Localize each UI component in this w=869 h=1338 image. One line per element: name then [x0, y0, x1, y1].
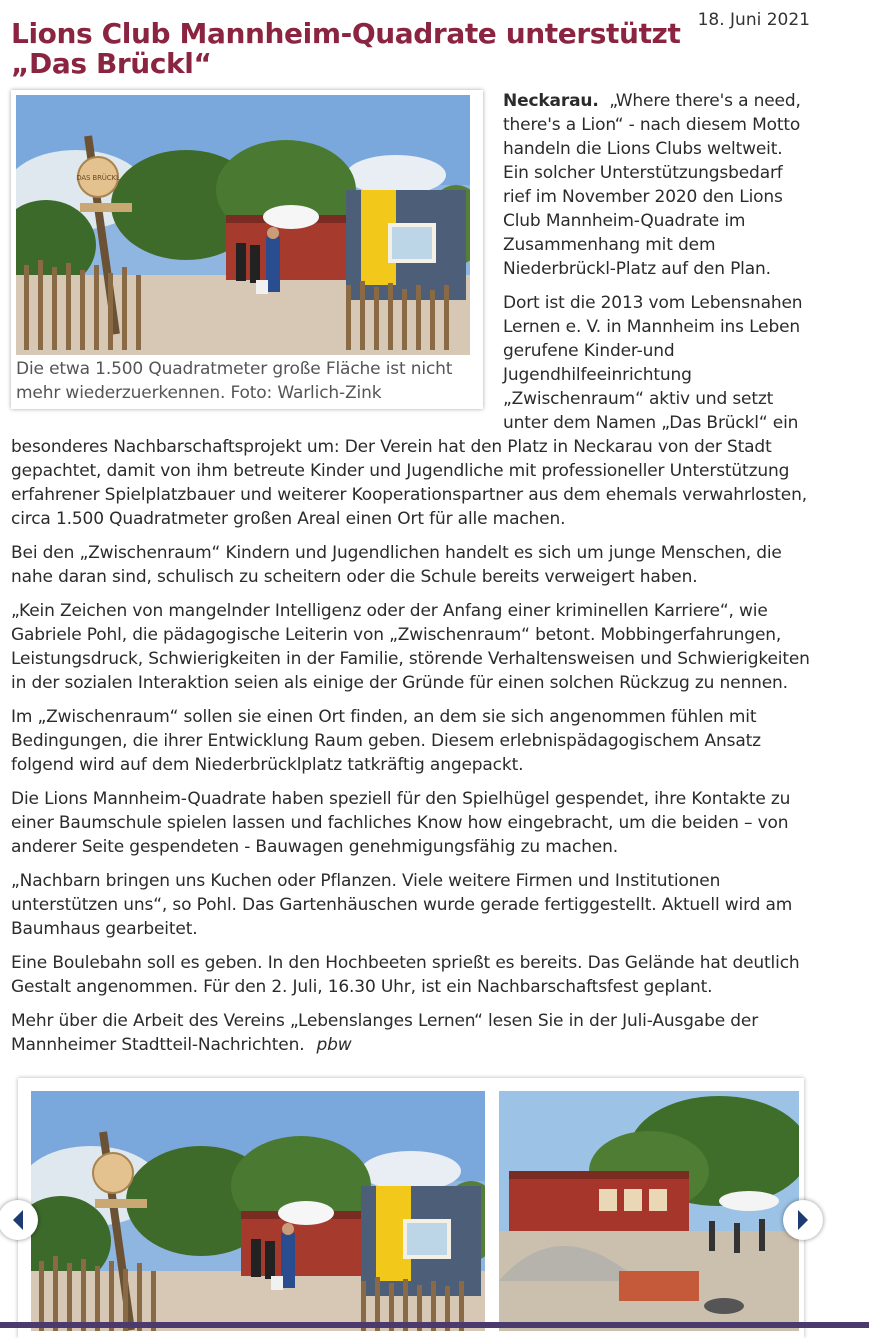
paragraph-text: Mehr über die Arbeit des Vereins „Lebenslanges Lernen“ lesen Sie in der Juli-Ausgabe der Mannheimer Stadtteil-Nachrichten.	[11, 1011, 759, 1055]
chevron-left-icon	[10, 1209, 26, 1231]
article-body	[11, 89, 811, 1067]
gallery-slide-1[interactable]	[31, 1091, 485, 1331]
chevron-right-icon	[795, 1209, 811, 1231]
image-gallery	[18, 1078, 804, 1338]
paragraph-7: „Nachbarn bringen uns Kuchen oder Pflanzen. Viele weitere Firmen und Institutionen unterstützen uns“, so Pohl. Das Gartenhäuschen wurde gerade fertiggestellt. Aktuell wird am Baumhaus gearbeitet.	[11, 871, 793, 939]
paragraph-3: Bei den „Zwischenraum“ Kindern und Jugendlichen handelt es sich um junge Menschen, die nahe daran sind, schulisch zu scheitern oder die Schule bereits verweigert haben.	[11, 543, 782, 587]
gallery-slide-2[interactable]	[499, 1091, 799, 1331]
photo-caption: Die etwa 1.500 Quadratmeter große Fläche ist nicht mehr wiederzuerkennen. Foto: Warlich-Zink	[16, 359, 453, 403]
paragraph-9	[11, 1009, 811, 1057]
paragraph-8: Eine Boulebahn soll es geben. In den Hochbeeten sprießt es bereits. Das Gelände hat deutlich Gestalt angenommen. Für den 2. Juli, 16.30 Uhr, ist ein Nachbarschaftsfest geplant.	[11, 953, 800, 997]
author-byline: pbw	[316, 1035, 352, 1055]
bottom-bar	[0, 1322, 869, 1328]
article-date: 18. Juni 2021	[697, 10, 810, 30]
sign-text: DAS BRÜCKL	[76, 174, 120, 182]
lead-figure	[11, 90, 483, 409]
paragraph-6: Die Lions Mannheim-Quadrate haben speziell für den Spielhügel gespendet, ihre Kontakte zu einer Baumschule spielen lassen und fachliches Know how eingebracht, um die beiden – von anderer Seite gespendeten - Bauwagen genehmigungsfähig zu machen.	[11, 789, 791, 857]
lead-location: Neckarau.	[503, 91, 599, 111]
gallery-next-button[interactable]	[783, 1200, 823, 1240]
article-title: Lions Club Mannheim-Quadrate unterstützt „Das Brückl“	[11, 17, 681, 80]
paragraph-4: „Kein Zeichen von mangelnder Intelligenz oder der Anfang einer kriminellen Karriere“, wie Gabriele Pohl, die pädagogische Leiterin von „Zwischenraum“ betont. Mobbingerfahrungen, Leistungsdruck, Schwierigkeiten in der Familie, störende Verhaltensweisen und Schwierigkeiten in der sozialen Interaktion seien als einige der Gründe für einen solchen Rückzug zu nennen.	[11, 601, 810, 693]
lead-photo[interactable]	[16, 95, 470, 355]
paragraph-text: „Where there's a need, there's a Lion“ - nach diesem Motto handeln die Lions Clubs weltweit. Ein solcher Unterstützungsbedarf rief im November 2020 den Lions Club Mannheim-Quadrate im Zusammenhang mit dem Niederbrückl-Platz auf den Plan.	[503, 91, 801, 279]
paragraph-2: Dort ist die 2013 vom Lebensnahen Lernen e. V. in Mannheim ins Leben gerufene Kinder-und Jugendhilfeeinrichtung „Zwischenraum“ aktiv und setzt unter dem Namen „Das Brückl“ ein besonderes Nachbarschaftsprojekt um: Der Verein hat den Platz in Neckarau von der Stadt gepachtet, damit von ihm betreute Kinder und Jugendliche mit professioneller Unterstützung erfahrener Spielplatzbauer und weiterer Kooperationspartner aus dem ehemals verwahrlosten, circa 1.500 Quadratmeter großen Areal einen Ort für alle machen.	[11, 293, 807, 529]
paragraph-5: Im „Zwischenraum“ sollen sie einen Ort finden, an dem sie sich angenommen fühlen mit Bedingungen, die ihrer Entwicklung Raum geben. Diesem erlebnispädagogischem Ansatz folgend wird auf dem Niederbrücklplatz tatkräftig angepackt.	[11, 707, 761, 775]
